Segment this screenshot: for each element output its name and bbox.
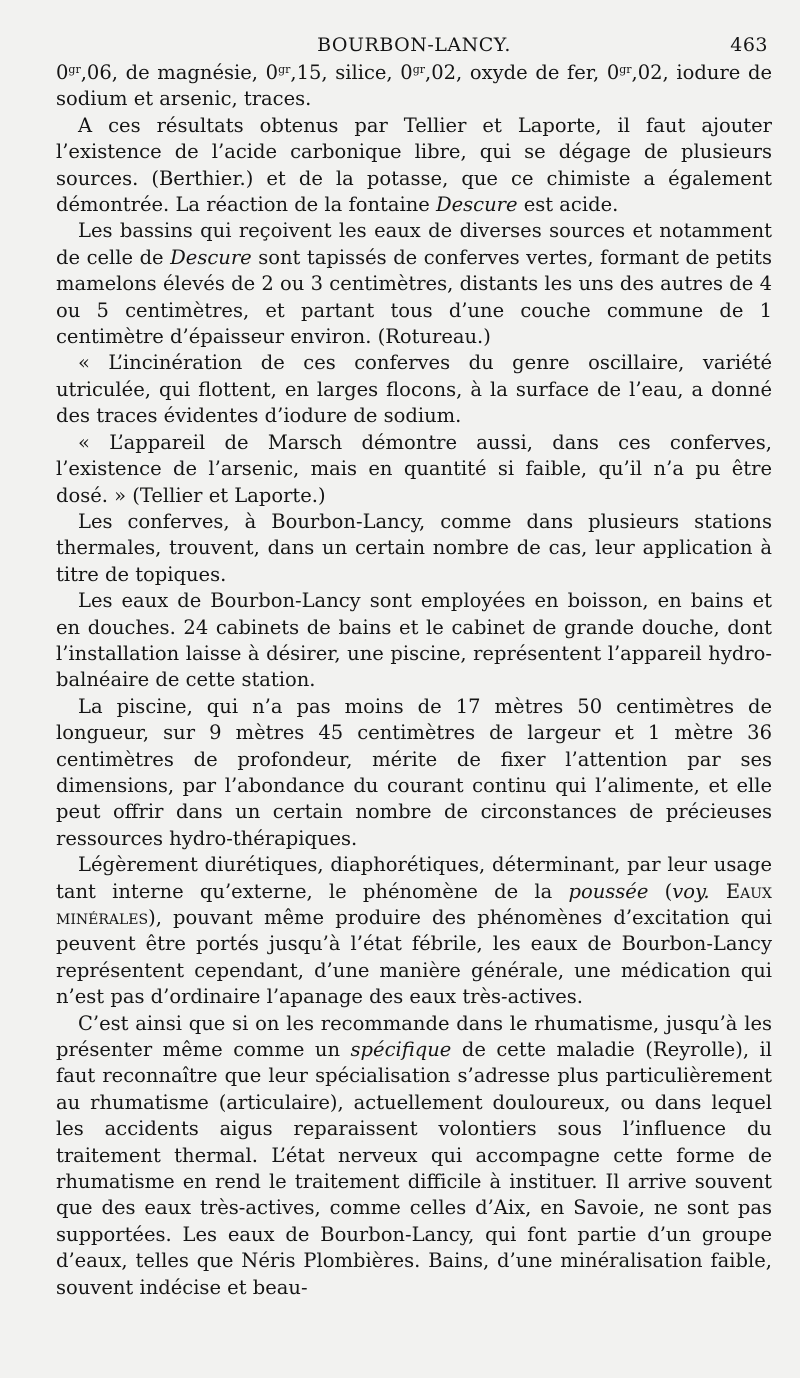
paragraph-9: Légèrement diurétiques, diaphorétiques, déterminant, par leur usage tant interne qu’externe, le phénomène de la poussée (voy. Eaux minérales), pouvant même produire des phénomènes d’excitation qui peuvent être portés jusqu’à l’état fébrile, les eaux de Bourbon-Lancy représentent cependant, d’une manière générale, une médication qui n’est pas d’ordinaire l’apanage des eaux très-actives. [56,853,772,1009]
paragraph-6: Les conferves, à Bourbon-Lancy, comme dans plusieurs stations thermales, trouvent, dans un certain nombre de cas, leur application à titre de topiques. [56,509,772,586]
page-header [56,24,772,60]
paragraph-3: Les bassins qui reçoivent les eaux de diverses sources et notamment de celle de Descure sont tapissés de conferves vertes, formant de petits mamelons élevés de 2 ou 3 centimètres, distants les uns des autres de 4 ou 5 centimètres, et partant tous d’une couche commune de 1 centimètre d’épaisseur environ. (Rotureau.) [56,219,772,349]
paragraph-8: La piscine, qui n’a pas moins de 17 mètres 50 centimètres de longueur, sur 9 mètres 45 centimètres de largeur et 1 mètre 36 centimètres de profondeur, mérite de fixer l’attention par ses dimensions, par l’abondance du courant continu qui l’alimente, et elle peut offrir dans un certain nombre de circonstances de précieuses ressources hydro-thérapiques. [56,694,772,850]
paragraph-10: C’est ainsi que si on les recommande dans le rhumatisme, jusqu’à les présenter même comme un spécifique de cette maladie (Reyrolle), il faut reconnaître que leur spécialisation s’adresse plus particulièrement au rhumatisme (articulaire), actuellement douloureux, ou dans lequel les accidents aigus reparaissent volontiers sous l’influence du traitement thermal. L’état nerveux qui accompagne cette forme de rhumatisme en rend le traitement difficile à instituer. Il arrive souvent que des eaux très-actives, comme celles d’Aix, en Savoie, ne sont pas supportées. Les eaux de Bourbon-Lancy, qui font partie d’un groupe d’eaux, telles que Néris Plombières. Bains, d’une minéralisation faible, souvent indécise et beau- [56,1011,772,1299]
paragraph-4: « L’incinération de ces conferves du genre oscillaire, variété utriculée, qui flottent, en larges flocons, à la surface de l’eau, a donné des traces évidentes d’iodure de sodium. [56,351,772,428]
body-text [56,60,772,1301]
paragraph-7: Les eaux de Bourbon-Lancy sont employées en boisson, en bains et en douches. 24 cabinets de bains et le cabinet de grande douche, dont l’installation laisse à désirer, une piscine, représentent l’appareil hydro-balnéaire de cette station. [56,589,772,692]
paragraph-2: A ces résultats obtenus par Tellier et Laporte, il faut ajouter l’existence de l’acide carbonique libre, qui se dégage de plusieurs sources. (Berthier.) et de la potasse, que ce chimiste a également démontrée. La réaction de la fontaine Descure est acide. [56,113,772,217]
paragraph-1: $0^{gr},06$, de magnésie, $0^{gr},15$, silice, $0^{gr},02$, oxyde de fer, $0^{gr},02$, iodure de sodium et arsenic, traces. [56,61,772,111]
paragraph-5: « L’appareil de Marsch démontre aussi, dans ces conferves, l’existence de l’arsenic, mais en quantité si faible, qu’il n’a pu être dosé. » (Tellier et Laporte.) [56,430,772,507]
running-title: BOURBON-LANCY. [317,34,511,56]
page-number: 463 [730,34,768,56]
